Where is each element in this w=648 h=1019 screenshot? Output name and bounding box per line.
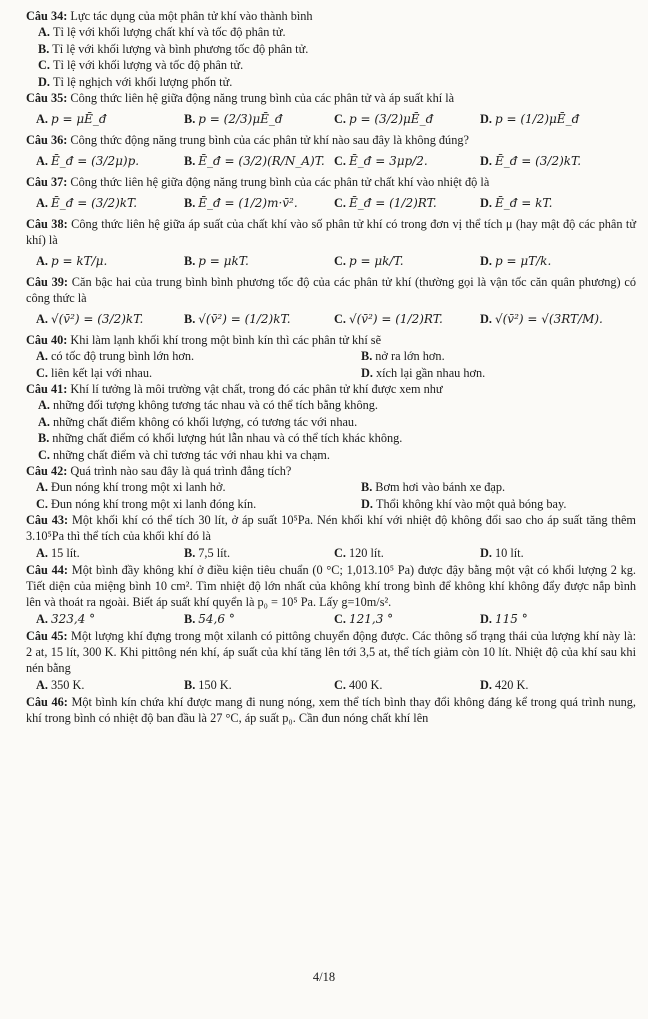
option-letter: D. [38, 74, 50, 89]
option-letter: A. [36, 154, 48, 168]
option-text: 121,3 ° [348, 612, 394, 626]
option-formula: √(v̄²) = √(3RT/M). [494, 312, 603, 326]
option-letter: C. [334, 196, 346, 210]
option-formula: Ē_đ = (3/2)kT. [50, 196, 138, 210]
question-number: Câu 40: [26, 333, 68, 347]
option-letter: B. [361, 349, 373, 363]
option-text: 120 lít. [348, 546, 384, 560]
option-letter: C. [334, 612, 346, 626]
option-formula: p = μk/T. [348, 254, 404, 268]
option-letter: D. [480, 196, 492, 210]
option-text: 10 lít. [494, 546, 524, 560]
option-formula: √(v̄²) = (1/2)kT. [198, 312, 291, 326]
option-formula: Ē_đ = (1/2)RT. [348, 196, 437, 210]
option-letter: C. [334, 546, 346, 560]
question-number: Câu 43: [26, 513, 69, 527]
page-number: 4/18 [312, 970, 336, 984]
option-text: 7,5 lít. [198, 546, 231, 560]
question-number: Câu 45: [26, 629, 68, 643]
question-stem: Một khối khí có thể tích 30 lít, ở áp suất 10⁵Pa. Nén khối khí với nhiệt độ không đổi sao cho áp suất tăng thêm 3.10⁵Pa thì thể tích của khối khí đó là [26, 513, 637, 543]
question-41 [26, 381, 636, 463]
option-letter: C. [334, 154, 346, 168]
question-number: Câu 44: [26, 563, 69, 577]
option-text: Tỉ lệ với khối lượng chất khí và tốc độ phân tử. [52, 25, 286, 39]
option-letter: D. [480, 612, 492, 626]
option-text: 323,4 ° [50, 612, 96, 626]
question-number: Câu 42: [26, 464, 68, 478]
option-letter: A. [38, 25, 50, 39]
option-text: Tỉ lệ nghịch với khối lượng phốn tử. [52, 74, 233, 89]
option-text: Đun nóng khí trong một xi lanh đóng kín. [50, 496, 257, 511]
question-40 [26, 332, 636, 381]
option-text: Bơm hơi vào bánh xe đạp. [375, 480, 506, 494]
question-36 [26, 132, 636, 174]
option-formula: √(v̄²) = (3/2)kT. [50, 312, 144, 326]
question-number: Câu 41: [26, 382, 68, 396]
option-letter: A. [36, 196, 48, 210]
option-text: 150 K. [198, 678, 232, 692]
option-formula: Ē_đ = kT. [494, 196, 553, 210]
option-letter: D. [480, 154, 492, 168]
option-letter: B. [38, 41, 50, 56]
option-text: 400 K. [348, 678, 383, 692]
option-letter: B. [361, 480, 373, 494]
option-text: 15 lít. [50, 546, 80, 560]
question-stem: Khi làm lạnh khối khí trong một bình kín thì các phân tử khí sẽ [70, 333, 382, 347]
option-letter: B. [184, 154, 196, 168]
option-text: Tỉ lệ với khối lượng và tốc độ phân tử. [52, 58, 244, 72]
option-formula: Ē_đ = 3μp/2. [348, 154, 428, 168]
option-letter: C. [334, 254, 346, 268]
option-letter: C. [36, 365, 48, 380]
question-stem: Căn bậc hai của trung bình bình phương tốc độ của các phân tử khí (thường gọi là vận tốc căn quân phương) có công thức là [26, 275, 637, 305]
option-formula: p = (1/2)μĒ_đ [494, 112, 580, 126]
question-34 [26, 8, 636, 90]
option-letter: C. [334, 312, 346, 326]
question-38 [26, 216, 636, 274]
question-42 [26, 463, 636, 512]
option-formula: p = kT/μ. [50, 254, 108, 268]
option-text: Đun nóng khí trong một xi lanh hở. [50, 480, 226, 494]
option-text: Thổi không khí vào một quả bóng bay. [375, 496, 567, 511]
option-letter: A. [36, 349, 48, 363]
question-stem: Một bình đầy không khí ở điều kiện tiêu chuẩn (0 °C; 1,013.10⁵ Pa) được đậy bằng một vật có khối lượng 2 kg. Tiết diện của miệng bình 10 cm². Tìm nhiệt độ lớn nhất của không khí trong bình để không khí không đẩy được nắp bình lên và thoát ra ngoài. Biết áp suất khí quyển là p₀ = 10⁵ Pa. Lấy g=10m/s². [26, 563, 637, 609]
question-number: Câu 37: [26, 175, 68, 189]
option-letter: C. [38, 447, 50, 462]
question-46 [26, 694, 636, 726]
option-formula: Ē_đ = (3/2)kT. [494, 154, 582, 168]
option-letter: A. [36, 254, 48, 268]
option-formula: p = (2/3)μĒ_đ [198, 112, 283, 126]
option-letter: A. [36, 546, 48, 560]
option-letter: B. [184, 678, 196, 692]
option-text: xích lại gần nhau hơn. [375, 365, 486, 380]
option-letter: C. [334, 678, 346, 692]
question-stem: Lực tác dụng của một phân tử khí vào thành bình [70, 9, 313, 23]
option-letter: C. [36, 496, 48, 511]
option-letter: A. [36, 480, 48, 494]
option-letter: A. [36, 612, 48, 626]
question-stem: Khí lí tưởng là môi trường vật chất, trong đó các phân tử khí được xem như [70, 382, 443, 396]
option-letter: D. [480, 112, 492, 126]
option-letter: B. [184, 254, 196, 268]
option-text: 420 K. [494, 678, 529, 692]
question-39 [26, 274, 636, 332]
option-letter: B. [184, 546, 196, 560]
option-letter: D. [361, 496, 373, 511]
option-letter: D. [480, 678, 492, 692]
option-text: 115 ° [494, 612, 528, 626]
question-number: Câu 39: [26, 275, 69, 289]
question-number: Câu 34: [26, 9, 68, 23]
option-text: có tốc độ trung bình lớn hơn. [50, 349, 195, 363]
option-letter: D. [480, 254, 492, 268]
question-stem: Công thức liên hệ giữa động năng trung bình của các phân tử chất khí vào nhiệt độ là [70, 175, 490, 189]
question-44 [26, 562, 636, 628]
option-letter: D. [480, 546, 492, 560]
question-43 [26, 512, 636, 562]
option-letter: D. [480, 312, 492, 326]
option-letter: C. [38, 58, 50, 72]
option-letter: A. [36, 112, 48, 126]
question-stem: Một lượng khí đựng trong một xilanh có pittông chuyển động được. Các thông số trạng thái của lượng khí này là: 2 at, 15 lít, 300 K. Khi pittông nén khí, áp suất của khí tăng lên tới 3,5 at, thể tích giảm còn 10 lít. Nhiệt độ của khí sau khi nén bằng [26, 629, 636, 675]
option-letter: D. [361, 365, 373, 380]
option-letter: A. [36, 312, 48, 326]
option-text: những chất điểm và chỉ tương tác với nhau khi va chạm. [52, 447, 330, 462]
option-letter: B. [184, 312, 196, 326]
option-formula: p = (3/2)μĒ_đ [348, 112, 434, 126]
question-number: Câu 35: [26, 91, 68, 105]
option-letter: A. [38, 414, 50, 429]
option-text: 350 K. [50, 678, 85, 692]
option-text: 54,6 ° [198, 612, 235, 626]
option-formula: Ē_đ = (3/2μ)p. [50, 154, 140, 168]
option-formula: p = μT/k. [494, 254, 552, 268]
question-37 [26, 174, 636, 216]
question-35 [26, 90, 636, 132]
option-letter: B. [38, 431, 50, 445]
option-letter: A. [36, 678, 48, 692]
option-letter: B. [184, 112, 196, 126]
option-text: những đối tượng không tương tác nhau và có thể tích bằng không. [52, 398, 378, 412]
question-stem: Công thức liên hệ giữa động năng trung bình của các phân tử và áp suất khí là [70, 91, 455, 105]
question-number: Câu 36: [26, 133, 68, 147]
option-text: nở ra lớn hơn. [375, 349, 445, 363]
option-letter: C. [334, 112, 346, 126]
question-45 [26, 628, 636, 694]
option-formula: √(v̄²) = (1/2)RT. [348, 312, 443, 326]
option-letter: B. [184, 612, 196, 626]
question-stem: Công thức liên hệ giữa áp suất của chất khí vào số phân tử khí có trong đơn vị thể tích μ (hay mật độ các phân tử khí) là [26, 217, 636, 247]
option-letter: B. [184, 196, 196, 210]
option-formula: p = μkT. [198, 254, 249, 268]
option-formula: Ē_đ = (3/2)(R/N_A)T. [198, 154, 325, 168]
option-text: liên kết lại với nhau. [50, 365, 153, 380]
option-formula: Ē_đ = (1/2)m·v̄². [198, 196, 298, 210]
question-stem: Quá trình nào sau đây là quá trình đẳng tích? [70, 464, 292, 478]
option-text: Tỉ lệ với khối lượng và bình phương tốc độ phân tử. [52, 41, 309, 56]
option-text: những chất điểm không có khối lượng, có tương tác với nhau. [52, 414, 358, 429]
question-number: Câu 46: [26, 695, 68, 709]
option-text: những chất điểm có khối lượng hút lẫn nhau và có thể tích khác không. [52, 431, 403, 445]
question-stem: Công thức động năng trung bình của các phân tử khí nào sau đây là không đúng? [70, 133, 469, 147]
option-formula: p = μĒ_đ [50, 112, 107, 126]
question-stem: Một bình kín chứa khí được mang đi nung nóng, xem thể tích bình thay đổi không đáng kể trong quá trình nung, khí trong bình có nhiệt độ ban đầu là 27 °C, áp suất p₀. Cần đun nóng chất khí lên [26, 695, 637, 725]
option-letter: A. [38, 398, 50, 412]
question-number: Câu 38: [26, 217, 68, 231]
